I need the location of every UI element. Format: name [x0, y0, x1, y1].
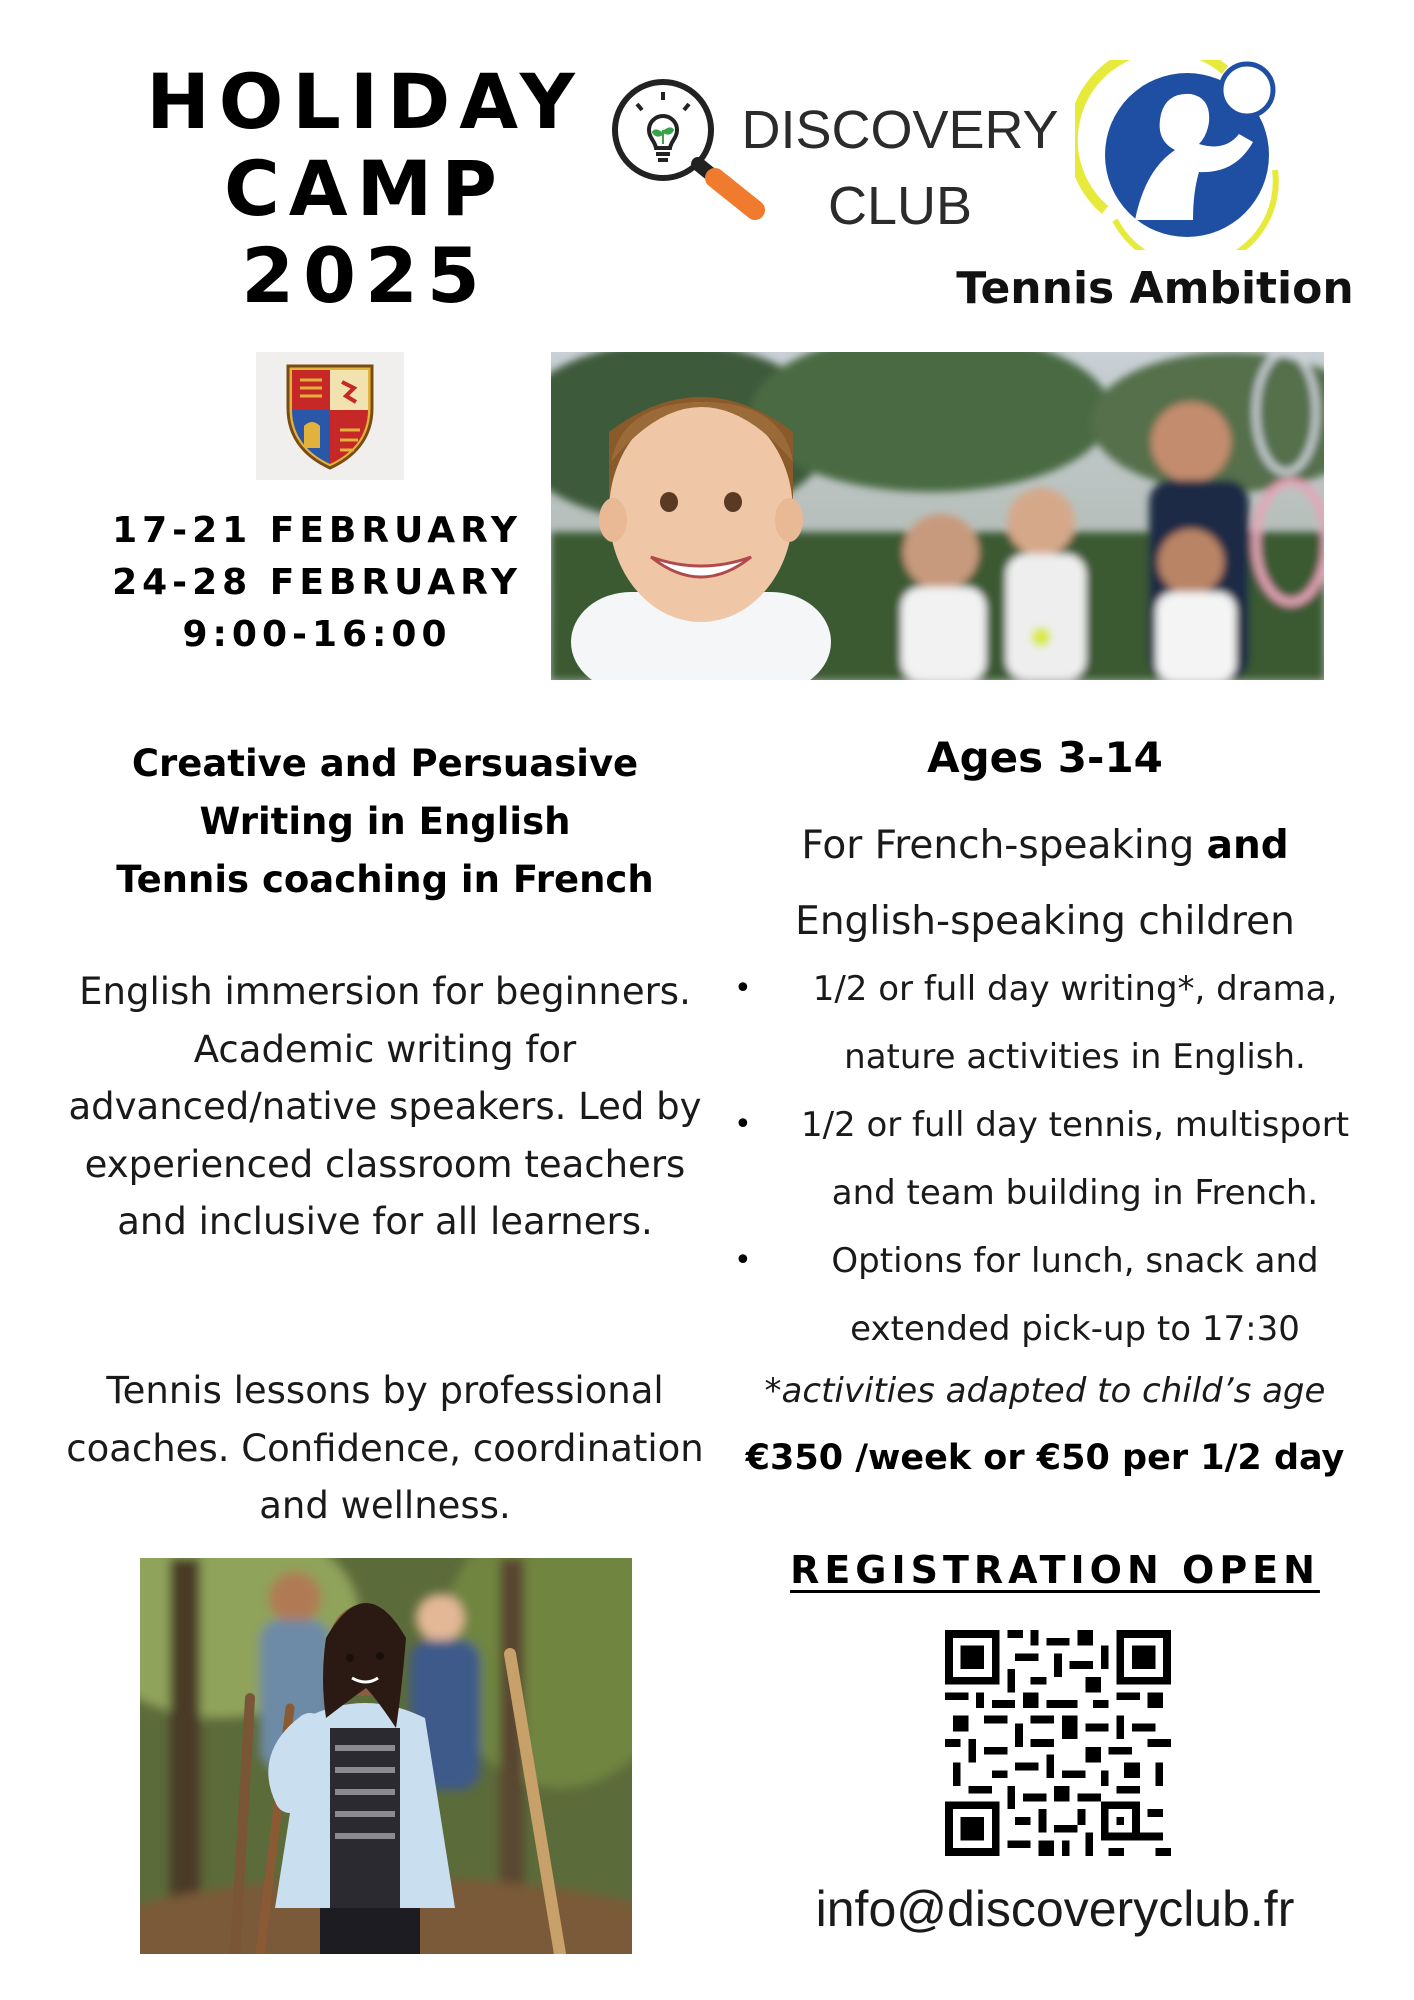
- kids-hiking-photo: [140, 1558, 632, 1954]
- headline-line: Tennis coaching in French: [116, 858, 654, 901]
- list-item: [720, 1091, 1370, 1227]
- audience-prefix: For French-speaking: [801, 823, 1195, 868]
- logo-line: CLUB: [827, 176, 973, 236]
- list-item: [720, 955, 1370, 1091]
- school-crest-icon: [282, 360, 378, 472]
- kids-tennis-photo: [551, 352, 1324, 680]
- registration-heading: REGISTRATION OPEN: [790, 1548, 1320, 1592]
- title-line: 2025: [241, 231, 489, 320]
- activity-list: [720, 955, 1370, 1363]
- audience-and: and: [1206, 823, 1289, 868]
- camp-dates: [82, 505, 552, 661]
- discovery-club-logo-text: [740, 92, 1060, 244]
- logo-line: DISCOVERY: [741, 100, 1059, 160]
- title-line: HOLIDAY: [146, 57, 584, 146]
- tennis-description: Tennis lessons by professional coaches. Confidence, coordination and wellness.: [66, 1369, 704, 1527]
- bullet-icon: •: [734, 1107, 752, 1142]
- list-item-text: 1/2 or full day writing*, drama, nature activities in English.: [812, 969, 1338, 1077]
- contact-email[interactable]: info@discoveryclub.fr: [815, 1881, 1295, 1937]
- title-line: CAMP: [224, 144, 506, 233]
- list-item-text: 1/2 or full day tennis, multisport and team building in French.: [800, 1105, 1350, 1213]
- bullet-icon: •: [734, 971, 752, 1006]
- bullet-icon: •: [734, 1243, 752, 1278]
- headline-line: Creative and Persuasive: [131, 742, 639, 785]
- tennis-ambition-name: Tennis Ambition: [956, 263, 1354, 314]
- list-item: [720, 1227, 1370, 1363]
- list-item-text: Options for lunch, snack and extended pick-up to 17:30: [831, 1241, 1319, 1349]
- writing-description: English immersion for beginners. Academic writing for advanced/native speakers. Led by experienced classroom teachers and inclusive for all learners.: [68, 970, 702, 1243]
- audience-suffix: English-speaking children: [795, 899, 1295, 944]
- headline-line: Writing in English: [199, 800, 571, 843]
- qr-code[interactable]: [945, 1630, 1171, 1856]
- program-headline: [60, 735, 710, 909]
- date-line: 17-21 FEBRUARY: [112, 510, 522, 551]
- age-range: Ages 3-14: [927, 733, 1163, 782]
- price-text: €350 /week or €50 per 1/2 day: [745, 1438, 1345, 1478]
- time-line: 9:00-16:00: [182, 614, 452, 655]
- age-note: *activities adapted to child’s age: [764, 1371, 1326, 1411]
- tennis-player-icon: [1075, 60, 1305, 250]
- date-line: 24-28 FEBRUARY: [112, 562, 522, 603]
- camp-title: [130, 58, 600, 319]
- audience-text: [730, 808, 1360, 960]
